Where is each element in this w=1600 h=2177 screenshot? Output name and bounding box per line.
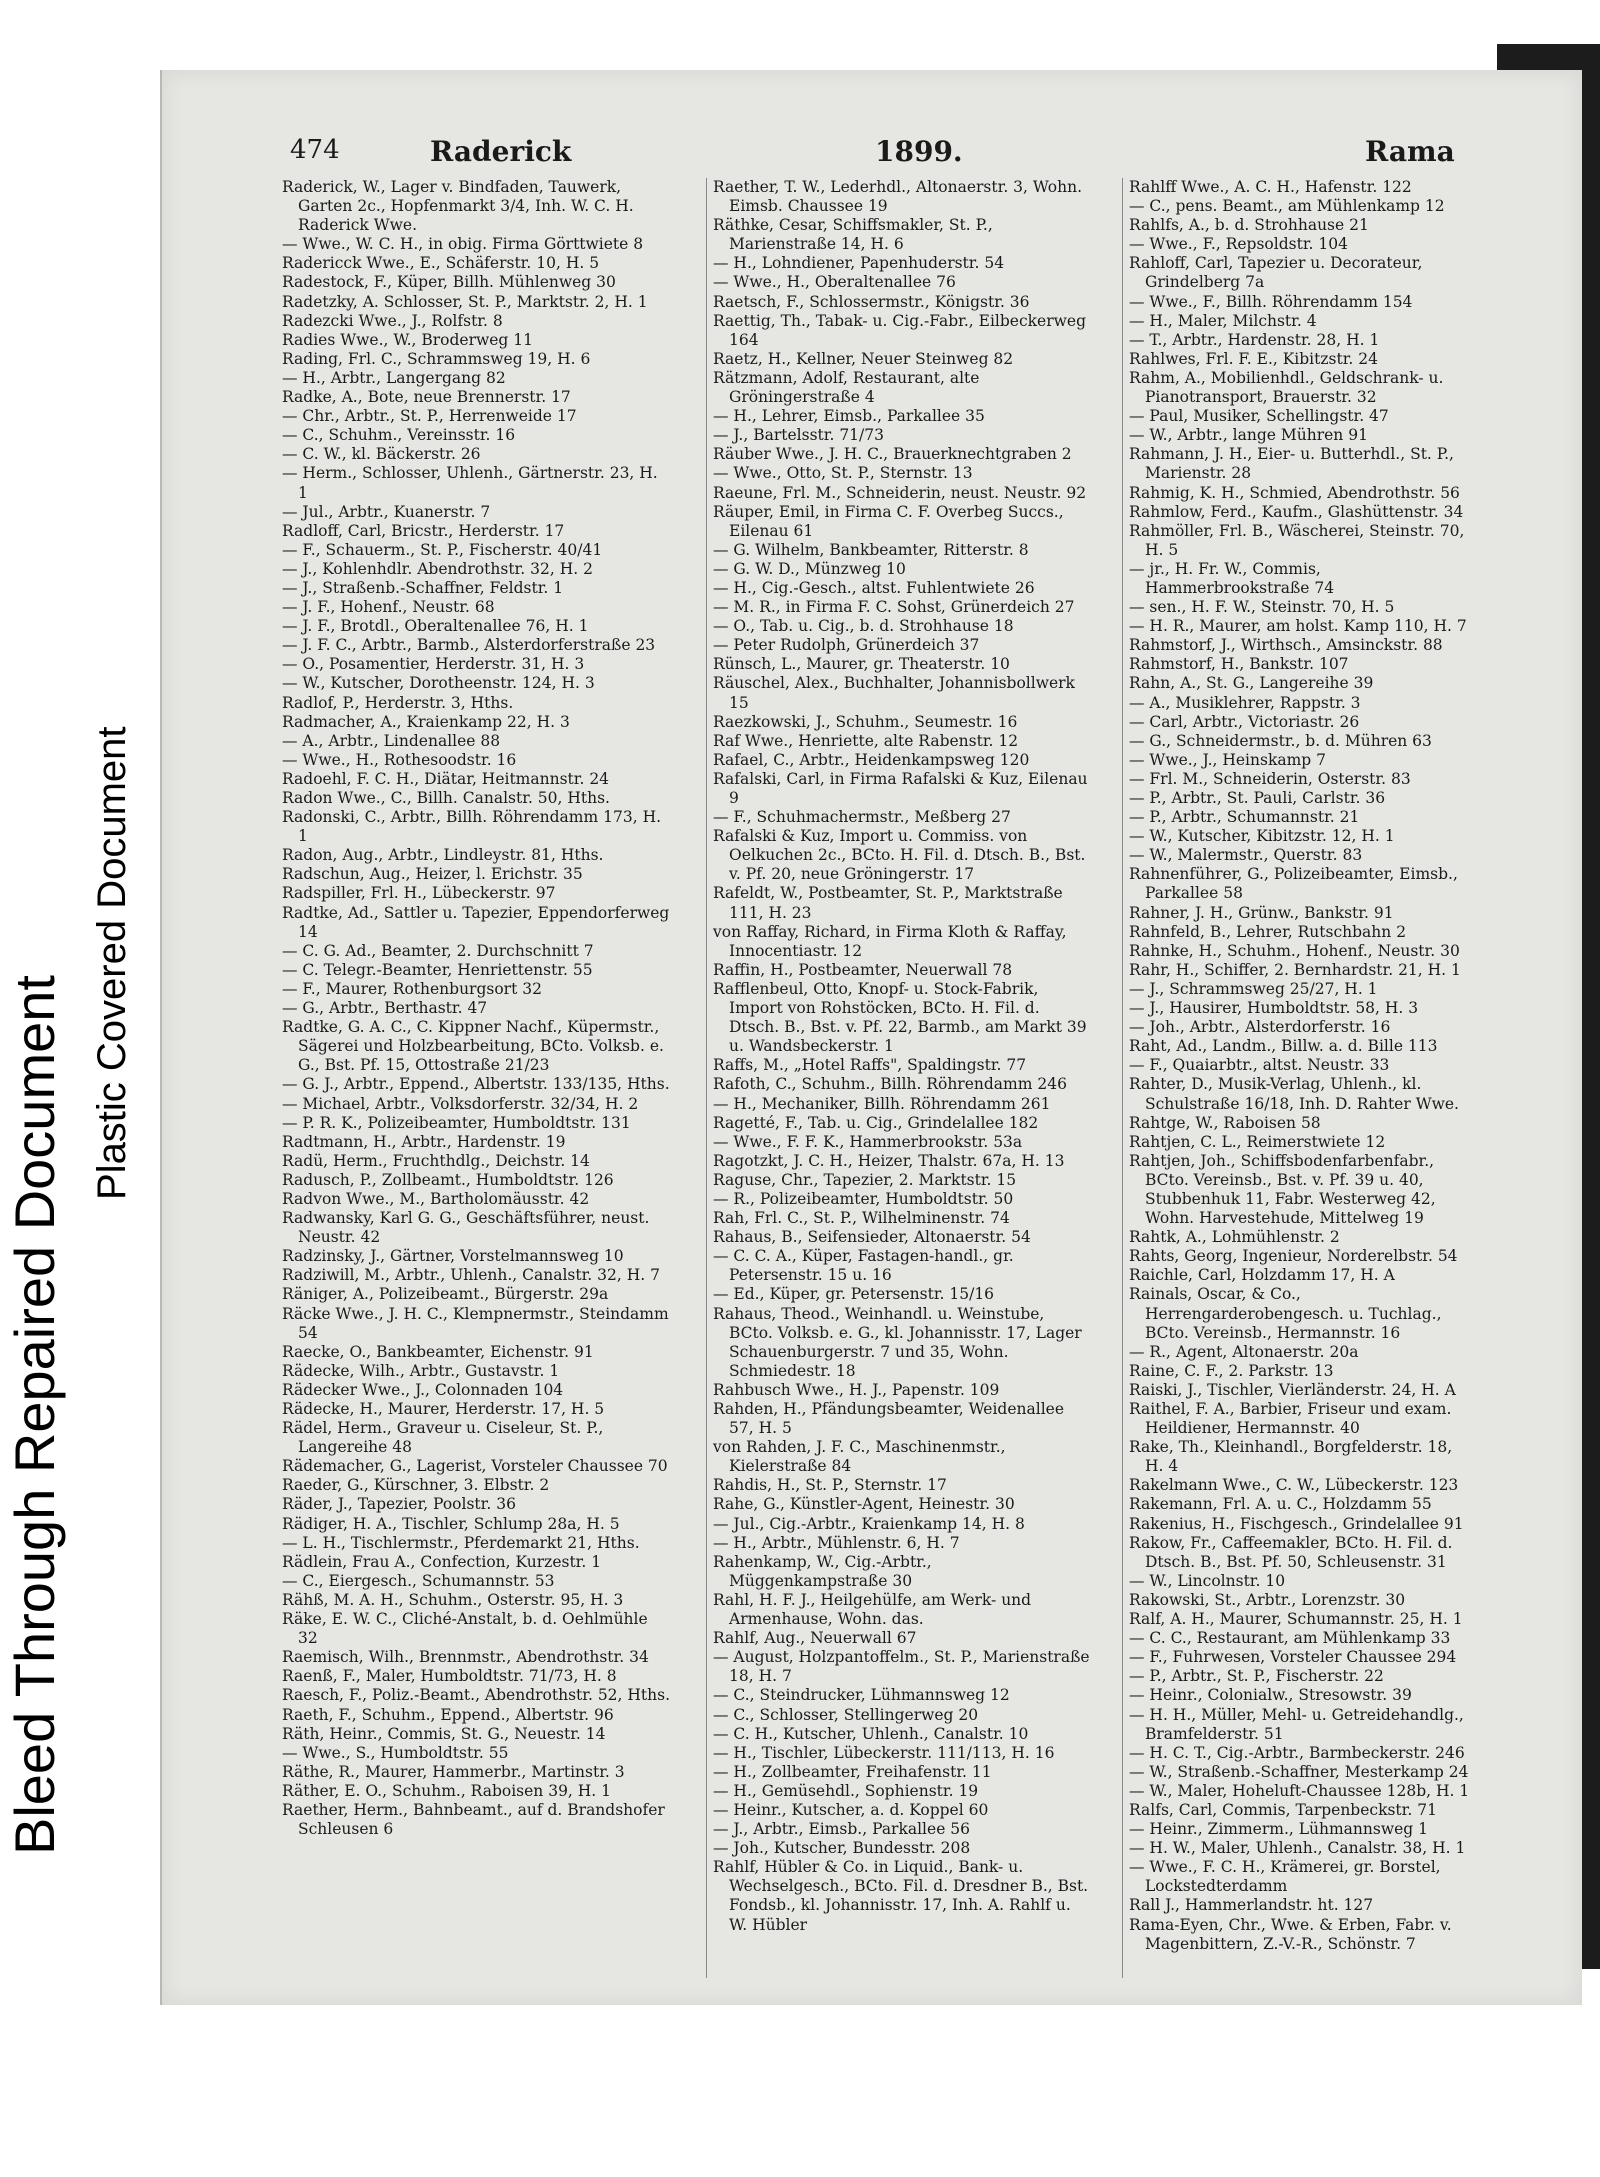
directory-entry: Rahaus, B., Seifensieder, Altonaerstr. 54 bbox=[713, 1228, 1031, 1247]
directory-entry: Rahenkamp, W., Cig.-Arbtr., Müggenkampstraße 30 bbox=[713, 1552, 932, 1590]
directory-entry: Radonski, C., Arbtr., Billh. Röhrendamm 173, H. 1 bbox=[282, 808, 662, 846]
directory-entry: Rahn, A., St. G., Langereihe 39 bbox=[1129, 674, 1374, 693]
directory-entry: — C., Eiergesch., Schumannstr. 53 bbox=[282, 1571, 555, 1590]
directory-entry: Radon Wwe., C., Billh. Canalstr. 50, Hths. bbox=[282, 789, 610, 807]
directory-entry: Rahbusch Wwe., H. J., Papenstr. 109 bbox=[713, 1380, 1000, 1399]
directory-entry: Rama-Eyen, Chr., Wwe. & Erben, Fabr. v. Magenbittern, Z.-V.-R., Schönstr. 7 bbox=[1129, 1915, 1452, 1953]
directory-entry: von Rahden, J. F. C., Maschinenmstr., Kielerstraße 84 bbox=[713, 1438, 1006, 1476]
directory-entry: Rahtjen, C. L., Reimerstwiete 12 bbox=[1129, 1132, 1386, 1151]
directory-entry: Raetsch, F., Schlossermstr., Königstr. 36 bbox=[713, 292, 1030, 311]
directory-entry: Rädecke, H., Maurer, Herderstr. 17, H. 5 bbox=[282, 1400, 605, 1418]
directory-entry: Radloff, Carl, Bricstr., Herderstr. 17 bbox=[282, 521, 565, 540]
directory-entry: Rah, Frl. C., St. P., Wilhelminenstr. 74 bbox=[713, 1209, 1010, 1228]
directory-entry: Rahm, A., Mobilienhdl., Geldschrank- u. Pianotransport, Brauerstr. 32 bbox=[1129, 368, 1444, 407]
directory-entry: — G. Wilhelm, Bankbeamter, Ritterstr. 8 bbox=[713, 540, 1029, 559]
directory-entry: Rädemacher, G., Lagerist, Vorsteler Chaussee 70 bbox=[282, 1457, 668, 1476]
page-number: 474 bbox=[290, 135, 340, 165]
directory-entry: — G., Arbtr., Berthastr. 47 bbox=[282, 999, 488, 1018]
directory-entry: — H., Tischler, Lübeckerstr. 111/113, H. 16 bbox=[713, 1743, 1055, 1762]
directory-entry: — C., Schuhm., Vereinsstr. 16 bbox=[282, 426, 516, 445]
directory-entry: — P., Arbtr., St. Pauli, Carlstr. 36 bbox=[1129, 789, 1386, 807]
directory-entry: Ragotzkt, J. C. H., Heizer, Thalstr. 67a, H. 13 bbox=[713, 1151, 1065, 1170]
directory-entry: — C. H., Kutscher, Uhlenh., Canalstr. 10 bbox=[713, 1724, 1029, 1743]
directory-entry: — W., Malermstr., Querstr. 83 bbox=[1129, 846, 1363, 865]
directory-entry: Rahtjen, Joh., Schiffsbodenfarbenfabr., BCto. Vereinsb., Bst. v. Pf. 39 u. 40, Stubbenhuk 11, Fabr. Westerweg 42, Wohn. Harvestehude, Mittelweg 19 bbox=[1129, 1151, 1436, 1228]
directory-entry: Raithel, F. A., Barbier, Friseur und exam. Heildiener, Hermannstr. 40 bbox=[1129, 1400, 1452, 1438]
directory-entry: von Raffay, Richard, in Firma Kloth & Raffay, Innocentiastr. 12 bbox=[713, 922, 1067, 960]
directory-entry: — C. C. A., Küper, Fastagen-handl., gr. Petersenstr. 15 u. 16 bbox=[713, 1247, 1014, 1285]
directory-entry: — H., Arbtr., Langergang 82 bbox=[282, 368, 506, 387]
directory-entry: Radschun, Aug., Heizer, l. Erichstr. 35 bbox=[282, 865, 583, 884]
directory-entry: Ralf, A. H., Maurer, Schumannstr. 25, H. 1 bbox=[1129, 1610, 1463, 1629]
directory-entry: — Carl, Arbtr., Victoriastr. 26 bbox=[1129, 712, 1360, 731]
directory-entry: — R., Polizeibeamter, Humboldtstr. 50 bbox=[713, 1189, 1014, 1208]
directory-entry: — Joh., Kutscher, Bundesstr. 208 bbox=[713, 1839, 971, 1858]
directory-entry: — F., Quaiarbtr., altst. Neustr. 33 bbox=[1129, 1056, 1390, 1075]
bleed-through-label: Bleed Through Repaired Document bbox=[3, 975, 66, 1855]
directory-entry: — J., Kohlenhdlr. Abendrothstr. 32, H. 2 bbox=[282, 559, 593, 578]
directory-entry: Raiski, J., Tischler, Vierländerstr. 24, H. A bbox=[1129, 1380, 1456, 1399]
directory-entry: — Wwe., F., Billh. Röhrendamm 154 bbox=[1129, 292, 1413, 311]
directory-entry: Raeth, F., Schuhm., Eppend., Albertstr. 96 bbox=[282, 1705, 614, 1724]
directory-entry: Radoehl, F. C. H., Diätar, Heitmannstr. 24 bbox=[282, 769, 610, 788]
directory-entry: — H., Lohndiener, Papenhuderstr. 54 bbox=[713, 254, 1005, 273]
directory-entry: Rahts, Georg, Ingenieur, Norderelbstr. 54 bbox=[1129, 1247, 1458, 1266]
directory-entry: — C. W., kl. Bäckerstr. 26 bbox=[282, 445, 481, 464]
directory-entry: Räniger, A., Polizeibeamt., Bürgerstr. 29a bbox=[282, 1285, 609, 1304]
directory-entry: — W., Maler, Hoheluft-Chaussee 128b, H. 1 bbox=[1129, 1781, 1470, 1800]
directory-entry: — C. Telegr.-Beamter, Henriettenstr. 55 bbox=[282, 960, 593, 979]
directory-entry: Radwansky, Karl G. G., Geschäftsführer, neust. Neustr. 42 bbox=[282, 1209, 650, 1247]
directory-entry: Rahlf, Hübler & Co. in Liquid., Bank- u. Wechselgesch., BCto. Fil. d. Dresdner B., Bst. Fondsb., kl. Johannisstr. 17, Inh. A. Rahlf u. W. Hübler bbox=[713, 1858, 1089, 1934]
directory-entry: — Jul., Cig.-Arbtr., Kraienkamp 14, H. 8 bbox=[713, 1514, 1025, 1533]
directory-entry: — W., Straßenb.-Schaffner, Mesterkamp 24 bbox=[1129, 1762, 1469, 1781]
directory-entry: — Ed., Küper, gr. Petersenstr. 15/16 bbox=[713, 1285, 995, 1304]
directory-entry: Rädel, Herm., Graveur u. Ciseleur, St. P., Langereihe 48 bbox=[282, 1419, 604, 1457]
directory-entry: Radü, Herm., Fruchthdlg., Deichstr. 14 bbox=[282, 1151, 590, 1170]
directory-entry: — H. H., Müller, Mehl- u. Getreidehandlg., Bramfelderstr. 51 bbox=[1129, 1705, 1464, 1743]
directory-entry: Rädecke, Wilh., Arbtr., Gustavstr. 1 bbox=[282, 1361, 560, 1380]
directory-entry: Raht, Ad., Landm., Billw. a. d. Bille 113 bbox=[1129, 1037, 1438, 1056]
directory-entry: Rafoth, C., Schuhm., Billh. Röhrendamm 246 bbox=[713, 1075, 1067, 1094]
directory-entry: — C., Schlosser, Stellingerweg 20 bbox=[713, 1705, 979, 1724]
directory-entry: — H., Lehrer, Eimsb., Parkallee 35 bbox=[713, 407, 985, 426]
directory-entry: Ralfs, Carl, Commis, Tarpenbeckstr. 71 bbox=[1129, 1800, 1437, 1819]
directory-entry: — J., Straßenb.-Schaffner, Feldstr. 1 bbox=[282, 578, 564, 597]
directory-entry: — Wwe., F. F. K., Hammerbrookstr. 53a bbox=[713, 1132, 1023, 1151]
directory-entry: Raeune, Frl. M., Schneiderin, neust. Neustr. 92 bbox=[713, 483, 1087, 502]
directory-entry: Raether, Herm., Bahnbeamt., auf d. Brandshofer Schleusen 6 bbox=[282, 1800, 665, 1839]
directory-entry: Rahr, H., Schiffer, 2. Bernhardstr. 21, H. 1 bbox=[1129, 960, 1461, 979]
directory-entry: Radezcki Wwe., J., Rolfstr. 8 bbox=[282, 311, 503, 330]
header-year: 1899. bbox=[875, 135, 963, 168]
directory-entry: — Joh., Arbtr., Alsterdorferstr. 16 bbox=[1129, 1018, 1391, 1037]
plastic-covered-label: Plastic Covered Document bbox=[90, 726, 134, 1200]
directory-entry: Rahden, H., Pfändungsbeamter, Weidenallee 57, H. 5 bbox=[713, 1400, 1065, 1438]
directory-entry: Rahmig, K. H., Schmied, Abendrothstr. 56 bbox=[1129, 483, 1460, 502]
directory-entry: Raffs, M., „Hotel Raffs", Spaldingstr. 77 bbox=[713, 1056, 1027, 1075]
directory-entry: Rahmstorf, J., Wirthsch., Amsinckstr. 88 bbox=[1129, 636, 1443, 655]
directory-entry: Räuper, Emil, in Firma C. F. Overbeg Succs., Eilenau 61 bbox=[713, 502, 1064, 540]
page-header bbox=[290, 135, 1500, 175]
directory-entry: Rähß, M. A. H., Schuhm., Osterstr. 95, H. 3 bbox=[282, 1590, 624, 1609]
directory-entry: — C. G. Ad., Beamter, 2. Durchschnitt 7 bbox=[282, 941, 594, 960]
directory-entry: Rahl, H. F. J., Heilgehülfe, am Werk- und Armenhause, Wohn. das. bbox=[713, 1590, 1032, 1629]
directory-entry: Raettig, Th., Tabak- u. Cig.-Fabr., Eilbeckerweg 164 bbox=[713, 311, 1086, 349]
directory-entry: Rahnfeld, B., Lehrer, Rutschbahn 2 bbox=[1129, 922, 1407, 941]
directory-entry: Rahdis, H., St. P., Sternstr. 17 bbox=[713, 1476, 947, 1495]
directory-entry: — W., Arbtr., lange Mühren 91 bbox=[1129, 426, 1368, 445]
directory-entry: — Heinr., Kutscher, a. d. Koppel 60 bbox=[713, 1800, 989, 1819]
directory-entry: Raichle, Carl, Holzdamm 17, H. A bbox=[1129, 1266, 1395, 1285]
directory-entry: Radestock, F., Küper, Billh. Mühlenweg 30 bbox=[282, 273, 616, 292]
directory-entry: — W., Lincolnstr. 10 bbox=[1129, 1571, 1286, 1590]
directory-entry: Rall J., Hammerlandstr. ht. 127 bbox=[1129, 1896, 1374, 1915]
directory-entry: — P., Arbtr., St. P., Fischerstr. 22 bbox=[1129, 1667, 1384, 1686]
directory-entry: Rafeldt, W., Postbeamter, St. P., Marktstraße 111, H. 23 bbox=[713, 884, 1063, 922]
directory-entry: — R., Agent, Altonaerstr. 20a bbox=[1129, 1342, 1359, 1361]
directory-entry: Radetzky, A. Schlosser, St. P., Marktstr. 2, H. 1 bbox=[282, 292, 648, 311]
directory-entry: Rahlfs, A., b. d. Strohhause 21 bbox=[1129, 216, 1369, 235]
directory-entry: Rafael, C., Arbtr., Heidenkampsweg 120 bbox=[713, 750, 1030, 769]
directory-entry: Rakemann, Frl. A. u. C., Holzdamm 55 bbox=[1129, 1495, 1432, 1514]
directory-entry: — C. C., Restaurant, am Mühlenkamp 33 bbox=[1129, 1629, 1451, 1648]
directory-entry: — Heinr., Zimmerm., Lühmannsweg 1 bbox=[1129, 1820, 1428, 1839]
directory-entry: Raecke, O., Bankbeamter, Eichenstr. 91 bbox=[282, 1342, 594, 1361]
directory-entry: Radusch, P., Zollbeamt., Humboldtstr. 126 bbox=[282, 1170, 614, 1189]
directory-entry: — H., Gemüsehdl., Sophienstr. 19 bbox=[713, 1781, 979, 1800]
directory-entry: Rahner, J. H., Grünw., Bankstr. 91 bbox=[1129, 903, 1394, 922]
directory-entry: Rahlwes, Frl. F. E., Kibitzstr. 24 bbox=[1129, 349, 1378, 368]
directory-entry: — A., Musiklehrer, Rappstr. 3 bbox=[1129, 693, 1361, 712]
directory-entry: Radlof, P., Herderstr. 3, Hths. bbox=[282, 693, 514, 712]
directory-entry: Räke, E. W. C., Cliché-Anstalt, b. d. Oehlmühle 32 bbox=[282, 1610, 648, 1648]
directory-entry: — W., Kutscher, Kibitzstr. 12, H. 1 bbox=[1129, 827, 1395, 846]
directory-entry: Radtmann, H., Arbtr., Hardenstr. 19 bbox=[282, 1132, 566, 1151]
directory-entry: Raine, C. F., 2. Parkstr. 13 bbox=[1129, 1361, 1334, 1380]
directory-entry: Radmacher, A., Kraienkamp 22, H. 3 bbox=[282, 712, 570, 731]
directory-entry: — H., Maler, Milchstr. 4 bbox=[1129, 311, 1317, 330]
directory-entry: — Wwe., F. C. H., Krämerei, gr. Borstel, Lockstedterdamm bbox=[1129, 1858, 1441, 1896]
directory-entry: — F., Maurer, Rothenburgsort 32 bbox=[282, 979, 542, 998]
directory-entry: Rahtk, A., Lohmühlenstr. 2 bbox=[1129, 1228, 1340, 1247]
directory-entry: — Wwe., H., Oberaltenallee 76 bbox=[713, 273, 956, 292]
directory-entry: — H. W., Maler, Uhlenh., Canalstr. 38, H. 1 bbox=[1129, 1839, 1466, 1858]
directory-entry: Rädlein, Frau A., Confection, Kurzestr. 1 bbox=[282, 1552, 602, 1571]
directory-entry: Rakenius, H., Fischgesch., Grindelallee 91 bbox=[1129, 1514, 1464, 1533]
directory-entry: Raenß, F., Maler, Humboldtstr. 71/73, H. 8 bbox=[282, 1667, 617, 1686]
directory-entry: — H. R., Maurer, am holst. Kamp 110, H. 7 bbox=[1129, 617, 1467, 636]
directory-entry: Raemisch, Wilh., Brennmstr., Abendrothstr. 34 bbox=[282, 1648, 649, 1667]
directory-entry: — O., Tab. u. Cig., b. d. Strohhause 18 bbox=[713, 617, 1014, 636]
directory-entry: Rahloff, Carl, Tapezier u. Decorateur, Grindelberg 7a bbox=[1129, 254, 1423, 292]
directory-entry: — F., Schauerm., St. P., Fischerstr. 40/41 bbox=[282, 540, 603, 559]
directory-entry: — L. H., Tischlermstr., Pferdemarkt 21, Hths. bbox=[282, 1533, 640, 1552]
directory-entry: — Wwe., J., Heinskamp 7 bbox=[1129, 750, 1326, 769]
directory-entry: — G. W. D., Münzweg 10 bbox=[713, 559, 906, 578]
directory-entry: Rafalski, Carl, in Firma Rafalski & Kuz, Eilenau 9 bbox=[713, 769, 1088, 807]
directory-entry: Radon, Aug., Arbtr., Lindleystr. 81, Hths. bbox=[282, 846, 604, 865]
directory-entry: — Chr., Arbtr., St. P., Herrenweide 17 bbox=[282, 407, 577, 426]
directory-entry: Rakow, Fr., Caffeemakler, BCto. H. Fil. d. Dtsch. B., Bst. Pf. 50, Schleusenstr. 31 bbox=[1129, 1533, 1453, 1571]
directory-entry: Rahter, D., Musik-Verlag, Uhlenh., kl. Schulstraße 16/18, Inh. D. Rahter Wwe. bbox=[1129, 1075, 1459, 1113]
directory-entry: Räth, Heinr., Commis, St. G., Neuestr. 14 bbox=[282, 1724, 606, 1743]
directory-entry: — Peter Rudolph, Grünerdeich 37 bbox=[713, 636, 980, 655]
directory-entry: Rahlff Wwe., A. C. H., Hafenstr. 122 bbox=[1129, 178, 1412, 196]
directory-entry: Rahmstorf, H., Bankstr. 107 bbox=[1129, 655, 1349, 674]
directory-entry: — Paul, Musiker, Schellingstr. 47 bbox=[1129, 407, 1389, 426]
directory-entry: Rafalski & Kuz, Import u. Commiss. von Oelkuchen 2c., BCto. H. Fil. d. Dtsch. B., Bst. v. Pf. 20, neue Gröningerstr. 17 bbox=[713, 827, 1086, 884]
directory-entry: Räthe, R., Maurer, Hammerbr., Martinstr. 3 bbox=[282, 1762, 625, 1781]
directory-entry: — F., Schuhmachermstr., Meßberg 27 bbox=[713, 808, 1011, 827]
directory-entry: Radericck Wwe., E., Schäferstr. 10, H. 5 bbox=[282, 254, 600, 273]
directory-entry: — Wwe., Otto, St. P., Sternstr. 13 bbox=[713, 464, 973, 483]
directory-entry: Räuber Wwe., J. H. C., Brauerknechtgraben 2 bbox=[713, 445, 1072, 464]
directory-entry: Rafflenbeul, Otto, Knopf- u. Stock-Fabrik, Import von Rohstöcken, BCto. H. Fil. d. Dtsch. B., Bst. v. Pf. 22, Barmb., am Markt 39 u. Wandsbeckerstr. 1 bbox=[713, 979, 1087, 1056]
directory-entry: — Wwe., H., Rothesoodstr. 16 bbox=[282, 750, 517, 769]
directory-entry: Rahaus, Theod., Weinhandl. u. Weinstube, BCto. Volksb. e. G., kl. Johannisstr. 17, Lager Schauenburgerstr. 7 und 35, Wohn. Schmiedestr. 18 bbox=[713, 1304, 1082, 1380]
directory-entry: — H., Arbtr., Mühlenstr. 6, H. 7 bbox=[713, 1533, 960, 1552]
directory-entry: — J., Hausirer, Humboldtstr. 58, H. 3 bbox=[1129, 999, 1419, 1018]
directory-entry: — H., Mechaniker, Billh. Röhrendamm 261 bbox=[713, 1094, 1051, 1113]
directory-entry: Rädiger, H. A., Tischler, Schlump 28a, H. 5 bbox=[282, 1514, 620, 1533]
directory-entry: Radies Wwe., W., Broderweg 11 bbox=[282, 330, 534, 349]
directory-entry: Rünsch, L., Maurer, gr. Theaterstr. 10 bbox=[713, 655, 1010, 674]
directory-entry: — H. C. T., Cig.-Arbtr., Barmbeckerstr. 246 bbox=[1129, 1743, 1465, 1762]
directory-entry: Rahe, G., Künstler-Agent, Heinestr. 30 bbox=[713, 1495, 1015, 1514]
directory-entry: — J. F. C., Arbtr., Barmb., Alsterdorferstraße 23 bbox=[282, 636, 656, 655]
directory-entry: Räthke, Cesar, Schiffsmakler, St. P., Marienstraße 14, H. 6 bbox=[713, 216, 993, 254]
directory-entry: — A., Arbtr., Lindenallee 88 bbox=[282, 731, 501, 750]
directory-entry: — H., Zollbeamter, Freihafenstr. 11 bbox=[713, 1762, 992, 1781]
directory-entry: Radtke, Ad., Sattler u. Tapezier, Eppendorferweg 14 bbox=[282, 903, 670, 941]
directory-columns bbox=[282, 178, 1472, 1998]
directory-entry: Rahnke, H., Schuhm., Hohenf., Neustr. 30 bbox=[1129, 941, 1460, 960]
directory-entry: — G. J., Arbtr., Eppend., Albertstr. 133/135, Hths. bbox=[282, 1075, 670, 1094]
directory-entry: Rahtge, W., Raboisen 58 bbox=[1129, 1113, 1321, 1132]
directory-entry: — J. F., Brotdl., Oberaltenallee 76, H. 1 bbox=[282, 617, 589, 636]
directory-entry: — J. F., Hohenf., Neustr. 68 bbox=[282, 598, 495, 617]
directory-entry: Räuschel, Alex., Buchhalter, Johannisbollwerk 15 bbox=[713, 674, 1075, 712]
directory-entry: — Wwe., S., Humboldtstr. 55 bbox=[282, 1743, 509, 1762]
directory-entry: Radvon Wwe., M., Bartholomäusstr. 42 bbox=[282, 1189, 590, 1208]
directory-entry: Rätzmann, Adolf, Restaurant, alte Gröningerstraße 4 bbox=[713, 368, 980, 407]
directory-entry: Ragetté, F., Tab. u. Cig., Grindelallee 182 bbox=[713, 1113, 1039, 1132]
directory-entry: — Heinr., Colonialw., Stresowstr. 39 bbox=[1129, 1686, 1412, 1705]
directory-entry: Raetz, H., Kellner, Neuer Steinweg 82 bbox=[713, 349, 1014, 368]
directory-entry: Rahlf, Aug., Neuerwall 67 bbox=[713, 1629, 917, 1648]
directory-entry: — Wwe., F., Repsoldstr. 104 bbox=[1129, 235, 1348, 254]
directory-entry: — O., Posamentier, Herderstr. 31, H. 3 bbox=[282, 655, 585, 674]
directory-entry: Rading, Frl. C., Schrammsweg 19, H. 6 bbox=[282, 349, 591, 368]
directory-entry: — jr., H. Fr. W., Commis, Hammerbrookstraße 74 bbox=[1129, 559, 1335, 597]
directory-entry: Raf Wwe., Henriette, alte Rabenstr. 12 bbox=[713, 731, 1019, 750]
directory-entry: — J., Schrammsweg 25/27, H. 1 bbox=[1129, 979, 1378, 998]
directory-entry: Rahmlow, Ferd., Kaufm., Glashüttenstr. 34 bbox=[1129, 502, 1464, 521]
directory-entry: — Jul., Arbtr., Kuanerstr. 7 bbox=[282, 502, 491, 521]
directory-entry: — August, Holzpantoffelm., St. P., Marienstraße 18, H. 7 bbox=[713, 1648, 1090, 1686]
directory-entry: — J., Arbtr., Eimsb., Parkallee 56 bbox=[713, 1820, 971, 1839]
directory-entry: Rahmann, J. H., Eier- u. Butterhdl., St. P., Marienstr. 28 bbox=[1129, 445, 1454, 483]
directory-entry: Radtke, G. A. C., C. Kippner Nachf., Küpermstr., Sägerei und Holzbearbeitung, BCto. Volksb. e. G., Bst. Pf. 15, Ottostraße 21/23 bbox=[282, 1018, 664, 1075]
directory-entry: Rainals, Oscar, & Co., Herrengarderobengesch. u. Tuchlag., BCto. Vereinsb., Hermannstr. 16 bbox=[1129, 1285, 1442, 1342]
directory-entry: — H., Cig.-Gesch., altst. Fuhlentwiete 26 bbox=[713, 578, 1035, 597]
directory-entry: Raeder, G., Kürschner, 3. Elbstr. 2 bbox=[282, 1476, 550, 1495]
directory-entry: Rakowski, St., Arbtr., Lorenzstr. 30 bbox=[1129, 1590, 1406, 1609]
directory-entry: — W., Kutscher, Dorotheenstr. 124, H. 3 bbox=[282, 674, 595, 693]
directory-entry: — Wwe., W. C. H., in obig. Firma Görttwiete 8 bbox=[282, 235, 644, 254]
directory-entry: — C., Steindrucker, Lühmannsweg 12 bbox=[713, 1686, 1010, 1705]
directory-entry: Raguse, Chr., Tapezier, 2. Marktstr. 15 bbox=[713, 1170, 1017, 1189]
column-1 bbox=[282, 178, 670, 1978]
header-right: Rama bbox=[1365, 135, 1455, 168]
directory-entry: — C., pens. Beamt., am Mühlenkamp 12 bbox=[1129, 197, 1445, 216]
directory-entry: Raffin, H., Postbeamter, Neuerwall 78 bbox=[713, 960, 1013, 979]
directory-entry: Rädecker Wwe., J., Colonnaden 104 bbox=[282, 1380, 564, 1399]
directory-entry: Räcke Wwe., J. H. C., Klempnermstr., Steindamm 54 bbox=[282, 1304, 669, 1342]
side-labels bbox=[0, 600, 160, 1855]
directory-entry: Radziwill, M., Arbtr., Uhlenh., Canalstr. 32, H. 7 bbox=[282, 1266, 660, 1285]
directory-entry: Räther, E. O., Schuhm., Raboisen 39, H. 1 bbox=[282, 1781, 612, 1800]
directory-entry: Rakelmann Wwe., C. W., Lübeckerstr. 123 bbox=[1129, 1476, 1459, 1495]
directory-entry: — Frl. M., Schneiderin, Osterstr. 83 bbox=[1129, 769, 1411, 788]
directory-entry: — T., Arbtr., Hardenstr. 28, H. 1 bbox=[1129, 330, 1380, 349]
directory-entry: Raezkowski, J., Schuhm., Seumestr. 16 bbox=[713, 712, 1018, 731]
directory-entry: — Michael, Arbtr., Volksdorferstr. 32/34, H. 2 bbox=[282, 1094, 639, 1113]
directory-entry: Radzinsky, J., Gärtner, Vorstelmannsweg 10 bbox=[282, 1247, 624, 1266]
directory-entry: Rake, Th., Kleinhandl., Borgfelderstr. 18, H. 4 bbox=[1129, 1438, 1453, 1476]
directory-entry: — J., Bartelsstr. 71/73 bbox=[713, 426, 884, 445]
directory-entry: — sen., H. F. W., Steinstr. 70, H. 5 bbox=[1129, 598, 1395, 617]
column-3 bbox=[1122, 178, 1473, 1978]
directory-entry: Radspiller, Frl. H., Lübeckerstr. 97 bbox=[282, 884, 556, 903]
directory-entry: Raesch, F., Poliz.-Beamt., Abendrothstr. 52, Hths. bbox=[282, 1686, 670, 1705]
directory-entry: — G., Schneidermstr., b. d. Mühren 63 bbox=[1129, 731, 1432, 750]
directory-entry: Rahnenführer, G., Polizeibeamter, Eimsb., Parkallee 58 bbox=[1129, 865, 1458, 903]
directory-entry: — P., Arbtr., Schumannstr. 21 bbox=[1129, 808, 1360, 827]
directory-entry: Raether, T. W., Lederhdl., Altonaerstr. 3, Wohn. Eimsb. Chaussee 19 bbox=[713, 178, 1082, 216]
directory-entry: Radke, A., Bote, neue Brennerstr. 17 bbox=[282, 388, 571, 407]
header-left: Raderick bbox=[430, 135, 572, 168]
directory-entry: — P. R. K., Polizeibeamter, Humboldtstr. 131 bbox=[282, 1113, 631, 1132]
directory-entry: Rahmöller, Frl. B., Wäscherei, Steinstr. 70, H. 5 bbox=[1129, 521, 1465, 559]
directory-entry: — Herm., Schlosser, Uhlenh., Gärtnerstr. 23, H. 1 bbox=[282, 464, 658, 502]
directory-entry: Räder, J., Tapezier, Poolstr. 36 bbox=[282, 1495, 516, 1514]
directory-entry: — M. R., in Firma F. C. Sohst, Grünerdeich 27 bbox=[713, 598, 1075, 617]
column-2 bbox=[706, 178, 1091, 1978]
directory-entry: Raderick, W., Lager v. Bindfaden, Tauwerk, Garten 2c., Hopfenmarkt 3/4, Inh. W. C. H. Raderick Wwe. bbox=[282, 178, 634, 235]
directory-entry: — F., Fuhrwesen, Vorsteler Chaussee 294 bbox=[1129, 1648, 1457, 1667]
